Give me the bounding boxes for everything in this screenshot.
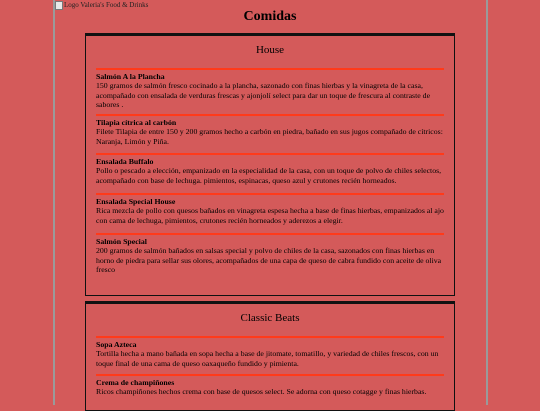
menu-item-name: Sopa Azteca: [96, 340, 137, 349]
menu-item: [96, 68, 444, 110]
menu-item: [96, 374, 444, 397]
menu-section-house: [85, 33, 455, 296]
menu-item-description: 200 gramos de salmón bañados en salsas special y polvo de chiles de la casa, sazonados con finas hierbas en horno de piedra para sellar sus olores, acompañados de una capa de queso de cabra fundido con aceite de oliva fresco: [96, 246, 442, 275]
logo-alt-text: Logo Valeria's Food & Drinks: [64, 1, 149, 10]
page-title: Comidas: [243, 9, 297, 24]
menu-item: [96, 336, 444, 368]
menu-item: [96, 233, 444, 275]
menu-item-name: Crema de champiñones: [96, 378, 175, 387]
menu-item: [96, 193, 444, 225]
menu-item-name: Tilapia cítrica al carbón: [96, 118, 177, 127]
menu-item-description: Ricos champiñones hechos crema con base de quesos select. Se adorna con queso cotagge y finas hierbas.: [96, 387, 427, 397]
menu-item-description: 150 gramos de salmón fresco cocinado a la plancha, sazonado con finas hierbas y la vinagreta de la casa, acompañado con ensalada de verduras frescas y ajonjolí select para dar un toque de frescura al contraste de sabores .: [96, 81, 431, 110]
menu-item-name: Salmón A la Plancha: [96, 72, 165, 81]
menu-item-description: Rica mezcla de pollo con quesos bañados en vinagreta espesa hecha a base de finas hierbas, empanizados al ajo con cama de lechuga, pimientos, crutones recién horneados y aderezos a elegir.: [96, 206, 444, 225]
menu-section-classic-beats: [85, 301, 455, 411]
menu-item: [96, 114, 444, 146]
menu-item-description: Pollo o pescado a elección, empanizado en la especialidad de la casa, con un toque de polvo de chiles selectos, acompañado con base de lechuga. pimientos, espinacas, queso azul y crutones recién horneados.: [96, 166, 442, 185]
section-title: Classic Beats: [240, 312, 300, 324]
menu-item: [96, 153, 444, 185]
menu-item-description: Tortilla hecha a mano bañada en sopa hecha a base de jitomate, tomatillo, y variedad de chiles frescos, con un toque final de una cama de queso oaxaqueño fundido y pimienta.: [96, 349, 439, 368]
menu-item-name: Ensalada Buffalo: [96, 157, 154, 166]
menu-item-name: Ensalada Special House: [96, 197, 176, 206]
menu-item-description: Filete Tilapia de entre 150 y 200 gramos hecho a carbón en piedra, bañado en sus jugos compañado de cítricos: Naranja, Limón y Piña.: [96, 127, 443, 146]
menu-item-name: Salmón Special: [96, 237, 147, 246]
section-title: House: [255, 44, 285, 56]
